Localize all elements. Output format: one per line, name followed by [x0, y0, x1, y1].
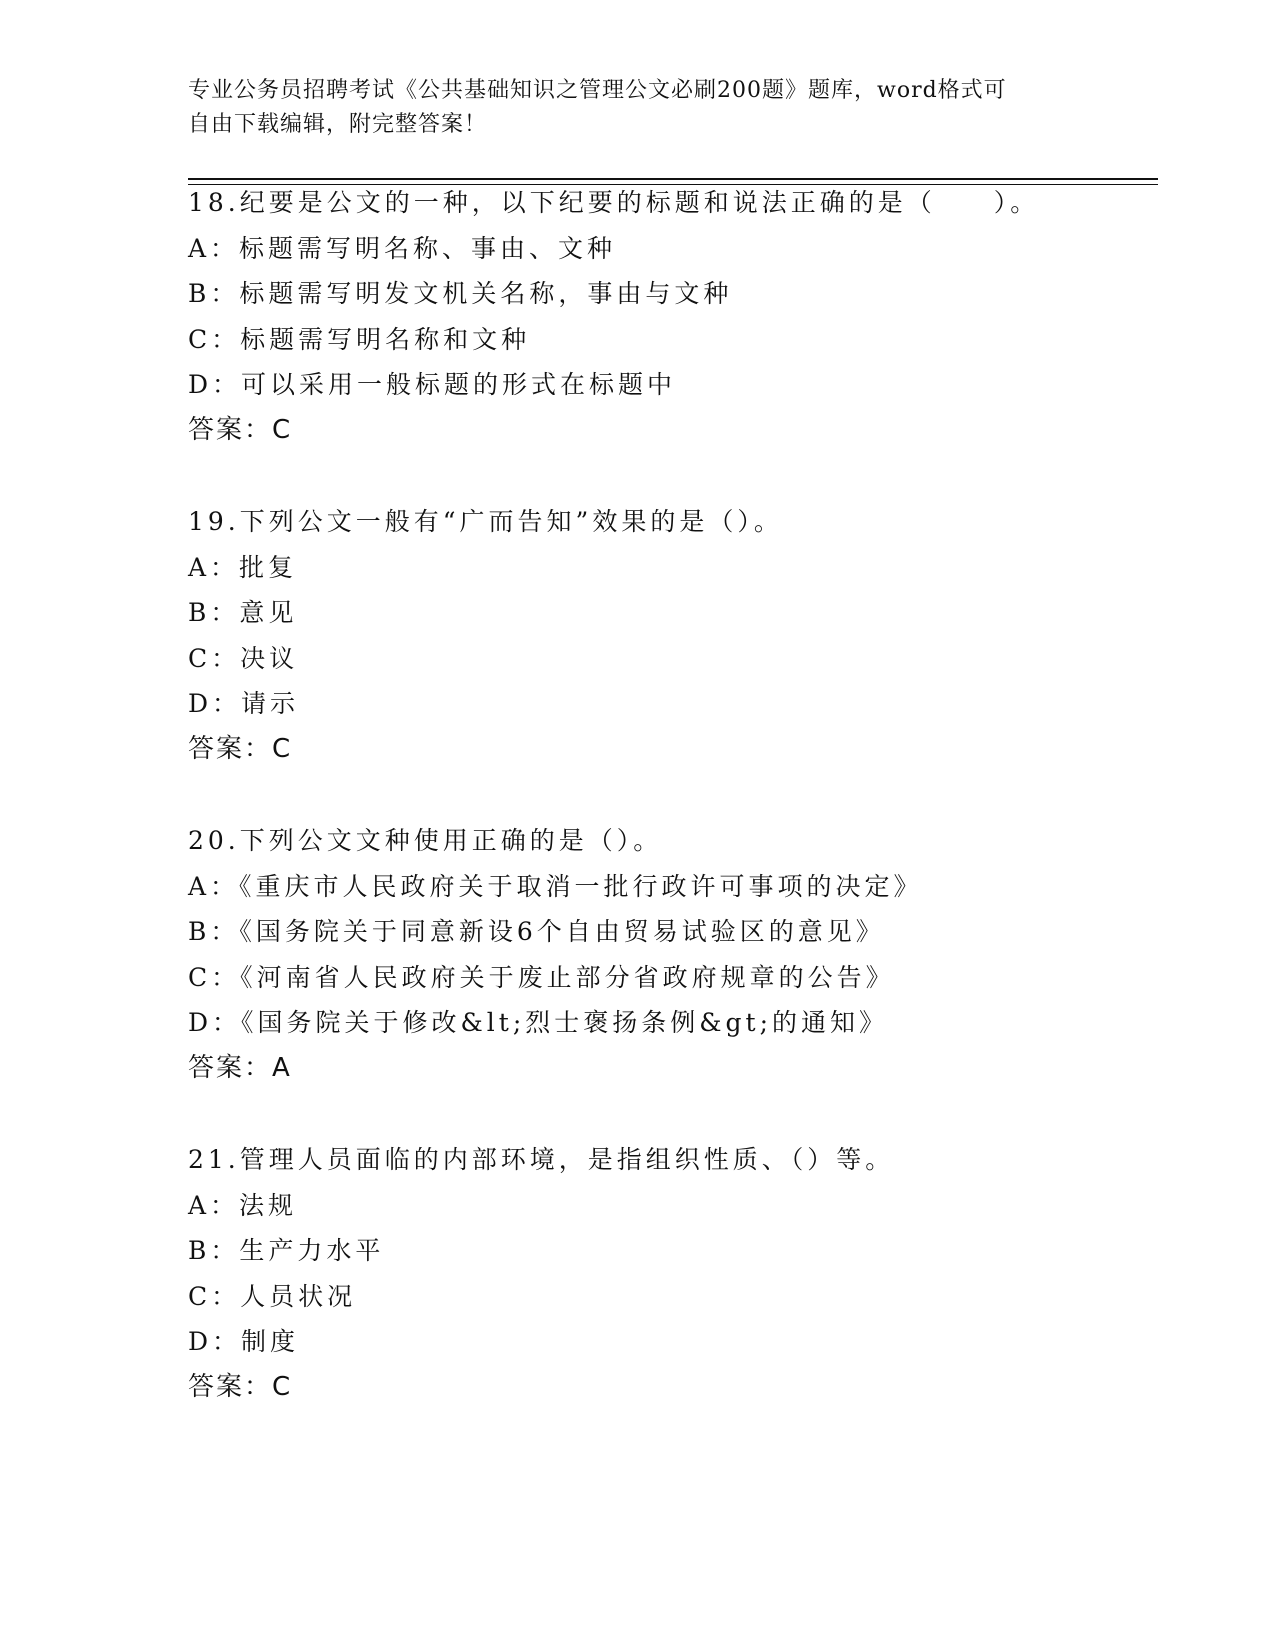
option-b: B：《国务院关于同意新设6个自由贸易试验区的意见》	[188, 917, 885, 947]
question-stem: 19.下列公文一般有“广而告知”效果的是（）。	[188, 507, 783, 536]
header-line-2: 自由下载编辑，附完整答案！	[188, 112, 488, 137]
question-block	[188, 180, 1148, 454]
header-line-1: 专业公务员招聘考试《公共基础知识之管理公文必刷200题》题库，word格式可	[188, 78, 1007, 103]
option-d: D：请示	[188, 689, 300, 719]
option-a: A：法规	[188, 1190, 298, 1220]
question-stem: 18.纪要是公文的一种，以下纪要的标题和说法正确的是（ ）。	[188, 188, 1040, 217]
option-d: D：制度	[188, 1327, 300, 1357]
option-c: C：决议	[188, 643, 299, 673]
option-b: B：意见	[188, 598, 298, 628]
document-header	[188, 74, 1088, 142]
question-block	[188, 1137, 1148, 1411]
option-d: D：《国务院关于修改&lt;烈士褒扬条例&gt;的通知》	[188, 1008, 888, 1038]
option-c: C：标题需写明名称和文种	[188, 324, 531, 354]
answer-line: 答案：C	[188, 733, 293, 764]
option-b: B：标题需写明发文机关名称，事由与文种	[188, 279, 733, 309]
option-d: D：可以采用一般标题的形式在标题中	[188, 370, 677, 400]
option-b: B：生产力水平	[188, 1236, 385, 1266]
option-a: A：《重庆市人民政府关于取消一批行政许可事项的决定》	[188, 871, 923, 901]
question-block	[188, 818, 1148, 1092]
answer-line: 答案：A	[188, 1052, 292, 1083]
question-stem: 21.管理人员面临的内部环境，是指组织性质、（）等。	[188, 1145, 895, 1174]
option-a: A：标题需写明名称、事由、文种	[188, 233, 617, 263]
option-c: C：《河南省人民政府关于废止部分省政府规章的公告》	[188, 962, 895, 992]
option-c: C：人员状况	[188, 1281, 357, 1311]
answer-line: 答案：C	[188, 1371, 293, 1402]
option-a: A：批复	[188, 552, 298, 582]
question-block	[188, 499, 1148, 773]
answer-line: 答案：C	[188, 414, 293, 445]
question-stem: 20.下列公文文种使用正确的是（）。	[188, 826, 663, 855]
